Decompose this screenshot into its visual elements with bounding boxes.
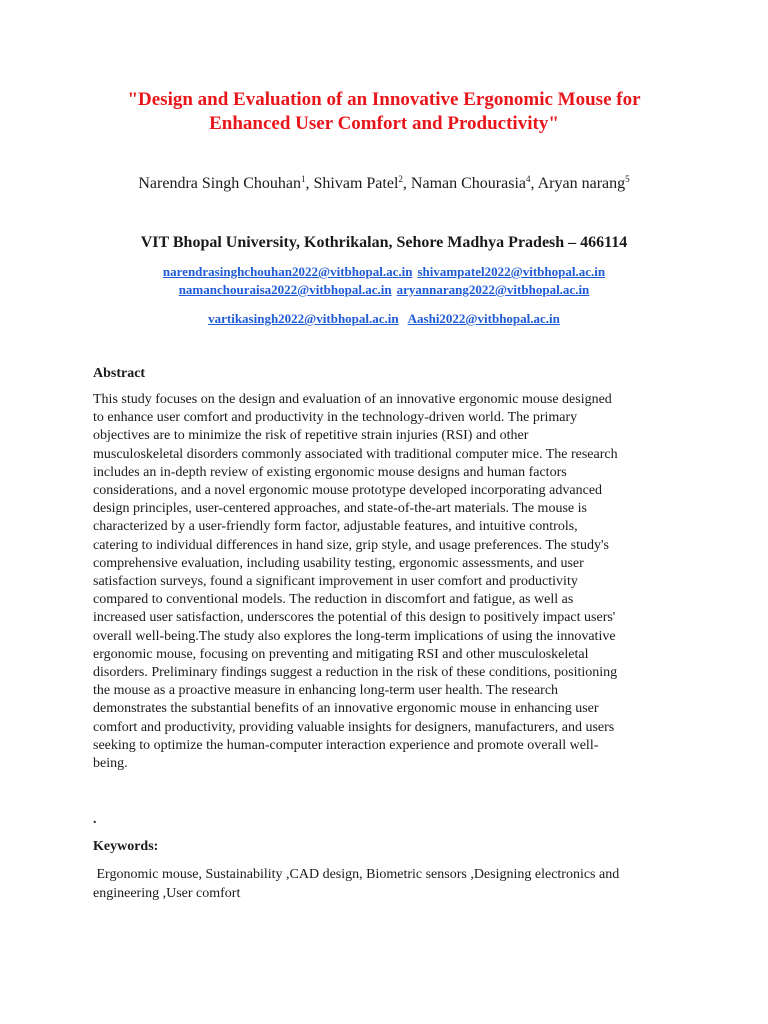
author-list: [40, 173, 728, 195]
email-link[interactable]: shivampatel2022@vitbhopal.ac.in: [417, 264, 606, 279]
author-name: Aryan narang: [537, 175, 626, 192]
author-separator: ,: [305, 175, 314, 192]
abstract-heading: Abstract: [93, 366, 146, 381]
author-affiliation-mark: 1: [301, 174, 306, 184]
text-line: compared to conventional models. The reduction in discomfort and fatigue, as well as: [93, 592, 574, 608]
text-line: the mouse as a proactive measure in enhancing long-term user health. The research: [93, 683, 559, 699]
title-line-2: Enhanced User Comfort and Productivity": [209, 113, 559, 134]
text-line: demonstrates the substantial benefits of an innovative ergonomic mouse in enhancing user: [93, 701, 599, 717]
text-line: includes an in-depth review of existing ergonomic mouse designs and human factors: [93, 464, 567, 480]
author-affiliation-mark: 2: [398, 174, 403, 184]
text-line: ergonomic mouse, focusing on preventing and mitigating RSI and other musculoskeletal: [93, 646, 589, 662]
email-row: [40, 263, 728, 280]
text-line: considerations, and a novel ergonomic mouse prototype developed incorporating advanced: [93, 483, 603, 499]
text-line: to enhance user comfort and productivity in the technology-driven world. The primary: [93, 410, 578, 426]
abstract-body: [93, 391, 678, 773]
email-link[interactable]: narendrasinghchouhan2022@vitbhopal.ac.in: [162, 264, 413, 279]
text-line: comprehensive evaluation, including usability testing, ergonomic assessments, and user: [93, 555, 584, 571]
keywords-body: [93, 866, 683, 903]
title-line-1: "Design and Evaluation of an Innovative Ergonomic Mouse for: [127, 89, 641, 110]
text-line: characterized by a user-friendly form factor, adjustable features, and intuitive controls,: [93, 519, 578, 535]
text-line: overall well-being.The study also explores the long-term implications of using the innovative: [93, 628, 616, 644]
author-separator: ,: [402, 175, 411, 192]
email-row: [40, 281, 728, 298]
text-line: satisfaction surveys, found a significant improvement in user comfort and productivity: [93, 574, 578, 590]
text-line: This study focuses on the design and evaluation of an innovative ergonomic mouse designed: [93, 392, 612, 407]
author-name: Narendra Singh Chouhan: [138, 175, 302, 192]
author-separator: ,: [530, 175, 538, 192]
text-line: catering to individual differences in hand size, grip style, and usage preferences. The study's: [93, 537, 609, 553]
author-affiliation-mark: 5: [625, 174, 630, 184]
separator-dot: .: [93, 812, 97, 827]
text-line: being.: [93, 756, 128, 772]
author-name: Shivam Patel: [313, 175, 399, 192]
email-link[interactable]: namanchouraisa2022@vitbhopal.ac.in: [178, 282, 392, 297]
text-line: design principles, user-centered approaches, and state-of-the-art materials. The mouse is: [93, 501, 587, 517]
text-line: increased user satisfaction, underscores the potential of this design to positively impact users': [93, 610, 616, 626]
text-line: musculoskeletal disorders commonly associated with traditional computer mice. The research: [93, 446, 618, 462]
text-line: disorders. Preliminary findings suggest a reduction in the risk of these conditions, positioning: [93, 665, 618, 681]
author-name: Naman Chourasia: [410, 175, 526, 192]
text-line: objectives are to minimize the risk of repetitive strain injuries (RSI) and other: [93, 428, 529, 444]
text-line: engineering ,User comfort: [93, 885, 241, 901]
text-line: comfort and productivity, providing valuable insights for designers, manufacturers, and users: [93, 719, 615, 735]
text-line: seeking to optimize the human-computer interaction experience and promote overall well-: [93, 737, 599, 753]
affiliation: VIT Bhopal University, Kothrikalan, Sehore Madhya Pradesh – 466114: [140, 234, 628, 251]
email-link[interactable]: vartikasingh2022@vitbhopal.ac.in: [208, 311, 399, 326]
text-line: Ergonomic mouse, Sustainability ,CAD design, Biometric sensors ,Designing electronics and: [93, 867, 620, 882]
email-link[interactable]: Aashi2022@vitbhopal.ac.in: [407, 311, 560, 326]
email-link[interactable]: aryannarang2022@vitbhopal.ac.in: [396, 282, 590, 297]
keywords-heading: Keywords:: [93, 839, 159, 854]
author-affiliation-mark: 4: [525, 174, 531, 184]
email-row: [40, 310, 728, 327]
paper-title: [60, 88, 708, 136]
